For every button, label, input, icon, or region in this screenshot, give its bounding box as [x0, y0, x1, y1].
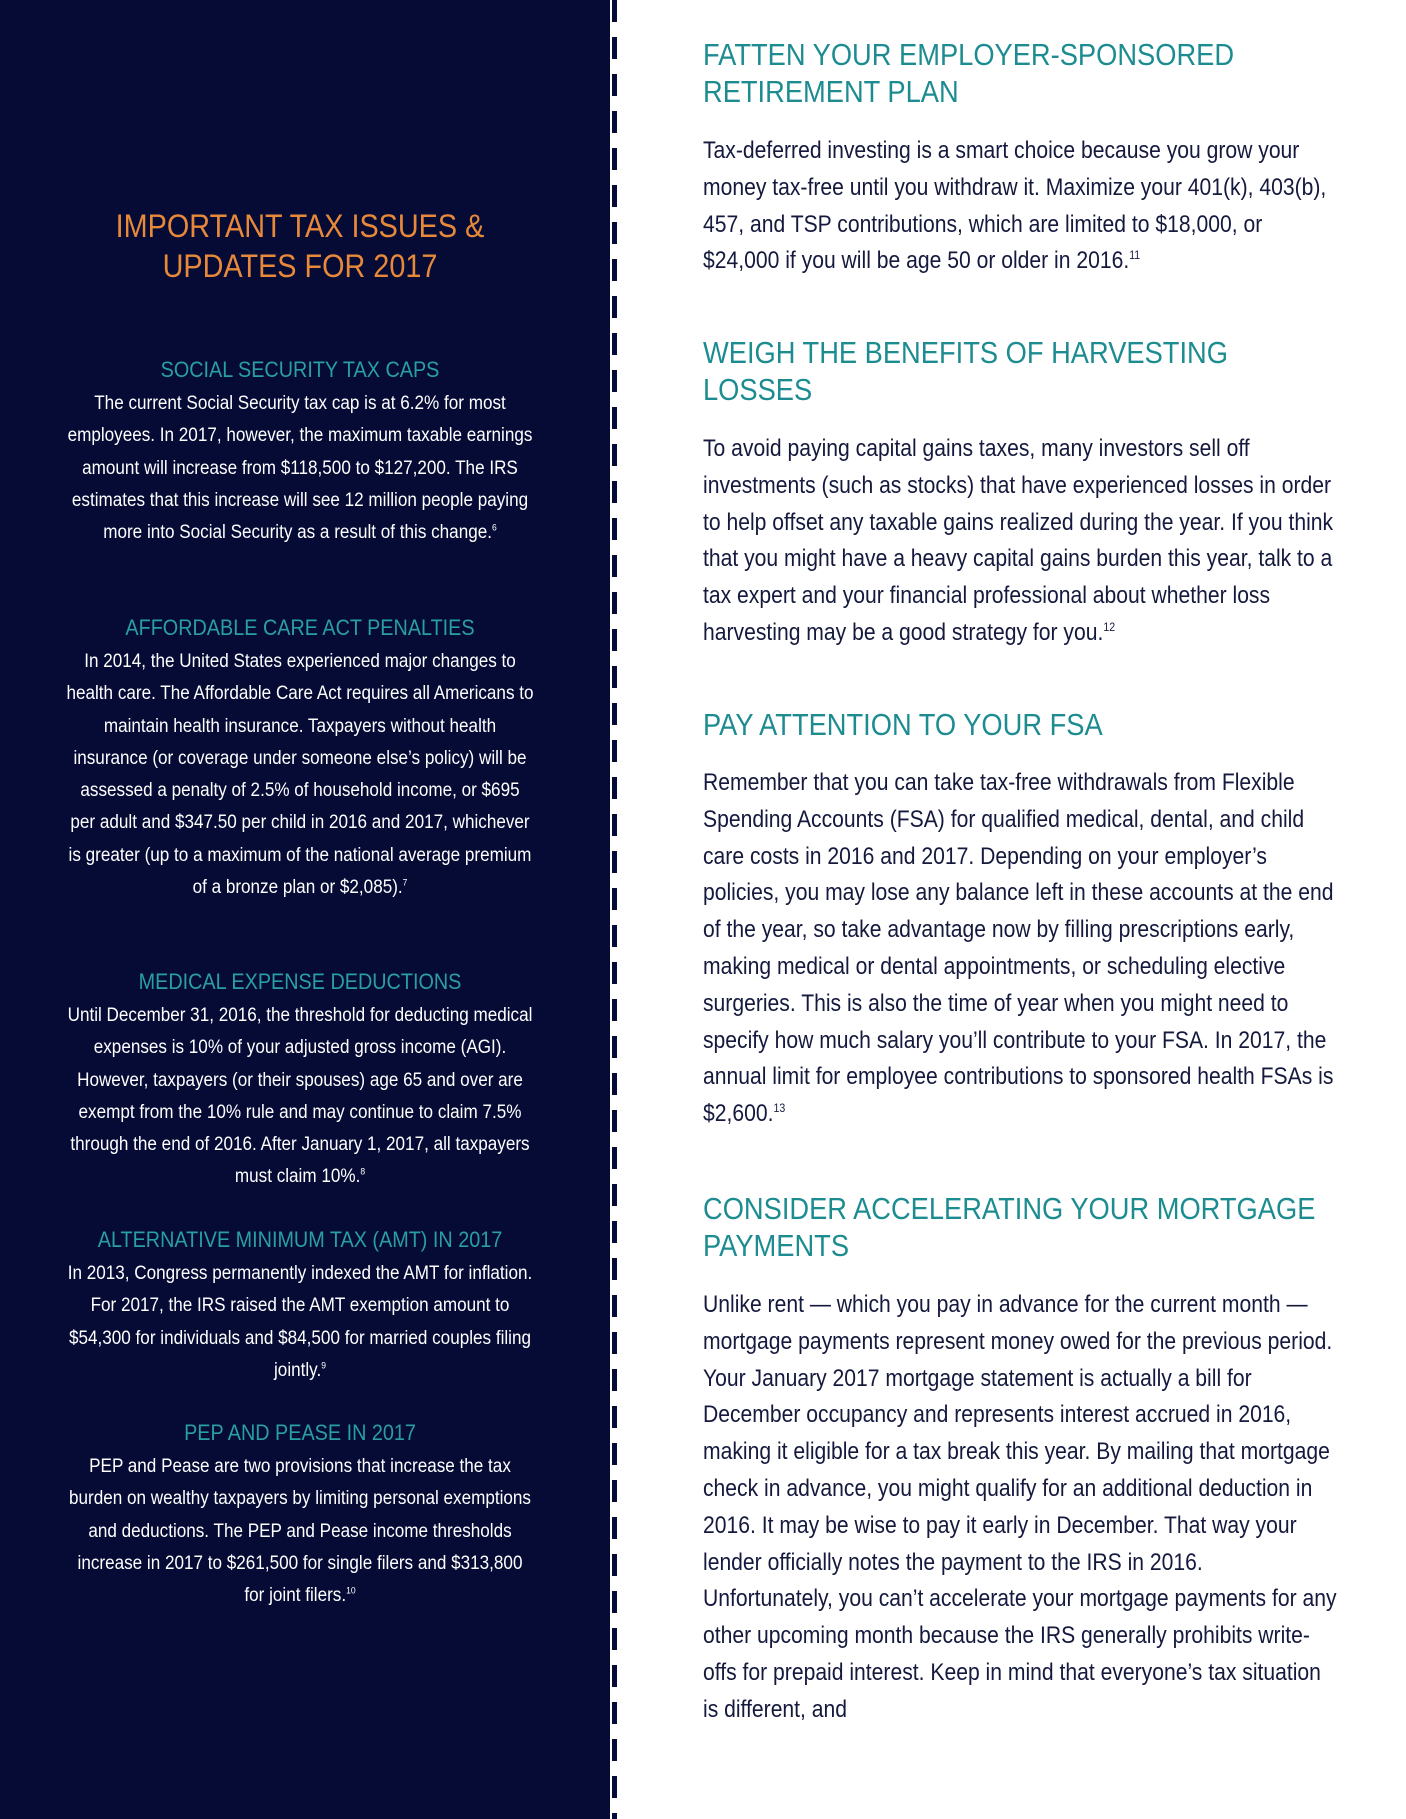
section-body: Remember that you can take tax-free withdrawals from Flexible Spending Accounts (FSA) for qualified medical, dental, and child care costs in 2016 and 2017. Depending on your employer’s policies, you may lose any balance left in these accounts at the end of the year, so take advantage now by filling prescriptions early, making medical or dental appointments, or scheduling elective surgeries. This is also the time of year when you might need to specify how much salary you’ll contribute to your FSA. In 2017, the annual limit for employee contributions to sponsored health FSAs is $2,600.13 [703, 769, 1334, 1128]
section-body: To avoid paying capital gains taxes, many investors sell off investments (such as stocks) that have experienced losses in order to help offset any taxable gains realized during the year. If you think that you might have a heavy capital gains burden this year, talk to a tax expert and your financial professional about whether loss harvesting may be a good strategy for you.$^{12}$ [703, 435, 1334, 646]
dashed-divider [612, 0, 617, 1819]
section-heading: WEIGH THE BENEFITS OF HARVESTING LOSSES [703, 335, 1228, 407]
section-body: Until December 31, 2016, the threshold for deducting medical expenses is 10% of your adjusted gross income (AGI). However, taxpayers (or their spouses) age 65 and over are exempt from the 10% rule and may continue to claim 7.5% through the end of 2016. After January 1, 2017, all taxpayers must claim 10%.$^8$ [67, 1005, 533, 1188]
main-section-fsa [703, 706, 1333, 1133]
section-heading: PAY ATTENTION TO YOUR FSA [703, 707, 1103, 742]
section-body: In 2014, the United States experienced major changes to health care. The Affordable Care Act requires all Americans to maintain health insurance. Taxpayers without health insurance (or coverage under someone else’s policy) will be assessed a penalty of 2.5% of household income, or $695 per adult and $347.50 per child in 2016 and 2017, whichever is greater (up to a maximum of the national average premium of a bronze plan or $2,085).$^7$ [66, 651, 534, 899]
section-body: PEP and Pease are two provisions that increase the tax burden on wealthy taxpayers by limiting personal exemptions and deductions. The PEP and Pease income thresholds increase in 2017 to $261,500 for single filers and $313,800 for joint filers.$^{10}$ [69, 1456, 531, 1607]
main-section-mortgage [703, 1190, 1337, 1729]
footnote-ref: 7 [402, 877, 408, 889]
section-heading: MEDICAL EXPENSE DEDUCTIONS [138, 969, 462, 994]
section-body: Unlike rent — which you pay in advance for the current month — mortgage payments represent money owed for the previous period. Your January 2017 mortgage statement is actually a bill for December occupancy and represents interest accrued in 2016, making it eligible for a tax break this year. By mailing that mortgage check in advance, you might qualify for an additional deduction in 2016. It may be wise to pay it early in December. That way your lender officially notes the payment to the IRS in 2016. Unfortunately, you can’t accelerate your mortgage payments for any other upcoming month because the IRS generally prohibits write-offs for prepaid interest. Keep in mind that everyone’s tax situation is different, and [703, 1291, 1337, 1723]
section-heading: PEP AND PEASE IN 2017 [184, 1420, 416, 1445]
sidebar-section-pep-pease [40, 1419, 560, 1612]
footnote-ref: 8 [360, 1167, 366, 1179]
section-body: Tax-deferred investing is a smart choice because you grow your money tax-free until you withdraw it. Maximize your 401(k), 403(b), 457, and TSP contributions, which are limited to $18,000, or $24,000 if you will be age 50 or older in 2016.11 [703, 137, 1327, 275]
footnote-ref: 10 [346, 1585, 356, 1597]
section-heading: CONSIDER ACCELERATING YOUR MORTGAGE PAYMENTS [703, 1191, 1316, 1263]
section-body: In 2013, Congress permanently indexed the AMT for inflation. For 2017, the IRS raised the AMT exemption amount to $54,300 for individuals and $84,500 for married couples filing jointly.$^9$ [67, 1263, 533, 1381]
section-heading: AFFORDABLE CARE ACT PENALTIES [125, 615, 475, 640]
sidebar-panel [0, 0, 610, 1819]
sidebar-section-medical-deductions [40, 968, 560, 1194]
section-body: The current Social Security tax cap is at 6.2% for most employees. In 2017, however, the maximum taxable earnings amount will increase from $118,500 to $127,200. The IRS estimates that this increase will see 12 million people paying more into Social Security as a result of this change.$^6$ [67, 393, 533, 544]
section-heading: FATTEN YOUR EMPLOYER-SPONSORED RETIREMENT PLAN [703, 37, 1235, 109]
sidebar-section-amt [40, 1226, 560, 1387]
sidebar-section-aca-penalties [40, 614, 560, 904]
main-section-harvesting-losses [703, 334, 1333, 652]
footnote-ref: 13 [773, 1101, 786, 1116]
footnote-ref: 11 [1129, 248, 1141, 263]
footnote-ref: 9 [321, 1360, 326, 1372]
section-heading: ALTERNATIVE MINIMUM TAX (AMT) IN 2017 [97, 1227, 503, 1252]
footnote-ref: 6 [491, 522, 497, 534]
main-section-retirement-plan [703, 36, 1333, 280]
sidebar-section-social-security [40, 356, 560, 549]
section-heading: SOCIAL SECURITY TAX CAPS [160, 357, 440, 382]
footnote-ref: 12 [1103, 619, 1116, 634]
sidebar-title: IMPORTANT TAX ISSUES & UPDATES FOR 2017 [115, 208, 485, 284]
